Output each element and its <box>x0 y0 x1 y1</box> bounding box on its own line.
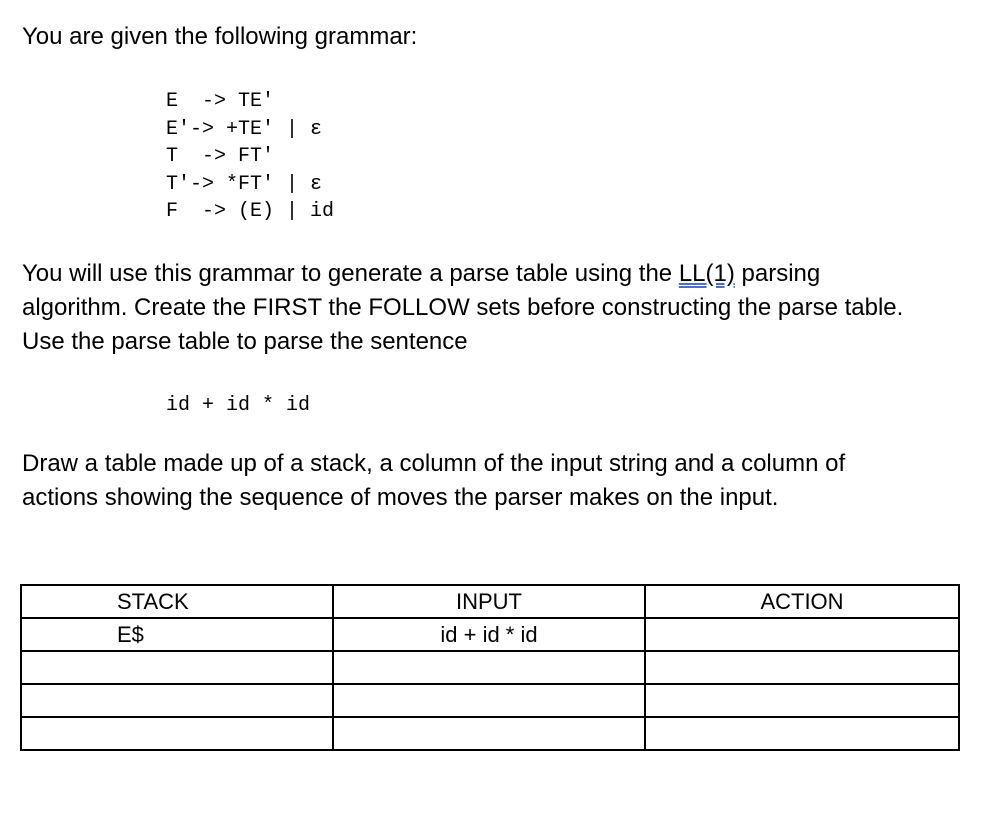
input-cell: id + id * id <box>333 618 645 651</box>
instructions-line-1 <box>22 257 903 291</box>
action-cell <box>645 618 959 651</box>
header-stack: STACK <box>21 585 333 618</box>
grammar-rule: E′-> +TE′ | ε <box>166 117 323 141</box>
table-row <box>21 618 959 651</box>
table-row <box>21 717 959 750</box>
ll1-term: LL(1) <box>678 260 735 287</box>
stack-cell <box>21 651 333 684</box>
input-cell <box>333 717 645 750</box>
action-cell <box>645 651 959 684</box>
instructions-line-2: algorithm. Create the FIRST the FOLLOW sets before constructing the parse table. <box>22 294 904 321</box>
instructions-line-3: Use the parse table to parse the sentence <box>22 328 468 355</box>
draw-instruction-line-2: actions showing the sequence of moves the parser makes on the input. <box>22 484 779 511</box>
stack-cell: E$ <box>21 618 333 651</box>
grammar-rule: E -> TE′ <box>166 90 275 113</box>
grammar-block <box>166 88 334 226</box>
table-row <box>21 651 959 684</box>
draw-instruction-line-1: Draw a table made up of a stack, a column of the input string and a column of <box>22 450 846 477</box>
instructions-line-1-end: parsing <box>734 260 821 287</box>
grammar-rule: T′-> *FT′ | ε <box>166 172 323 196</box>
action-cell <box>645 684 959 717</box>
input-sentence: id + id * id <box>166 394 311 417</box>
grammar-rule: T -> FT′ <box>166 145 275 168</box>
header-input: INPUT <box>333 585 645 618</box>
stack-cell <box>21 717 333 750</box>
instructions-line-1-start: You will use this grammar to generate a parse table using the <box>22 260 679 287</box>
instructions-paragraph <box>22 257 903 359</box>
table-row <box>21 684 959 717</box>
intro-text: You are given the following grammar: <box>22 23 418 50</box>
stack-cell <box>21 684 333 717</box>
draw-instruction-paragraph <box>22 447 845 515</box>
parse-trace-table <box>20 584 960 751</box>
grammar-rule: F -> (E) | id <box>166 200 335 223</box>
table-header-row <box>21 585 959 618</box>
input-cell <box>333 684 645 717</box>
input-cell <box>333 651 645 684</box>
header-action: ACTION <box>645 585 959 618</box>
action-cell <box>645 717 959 750</box>
